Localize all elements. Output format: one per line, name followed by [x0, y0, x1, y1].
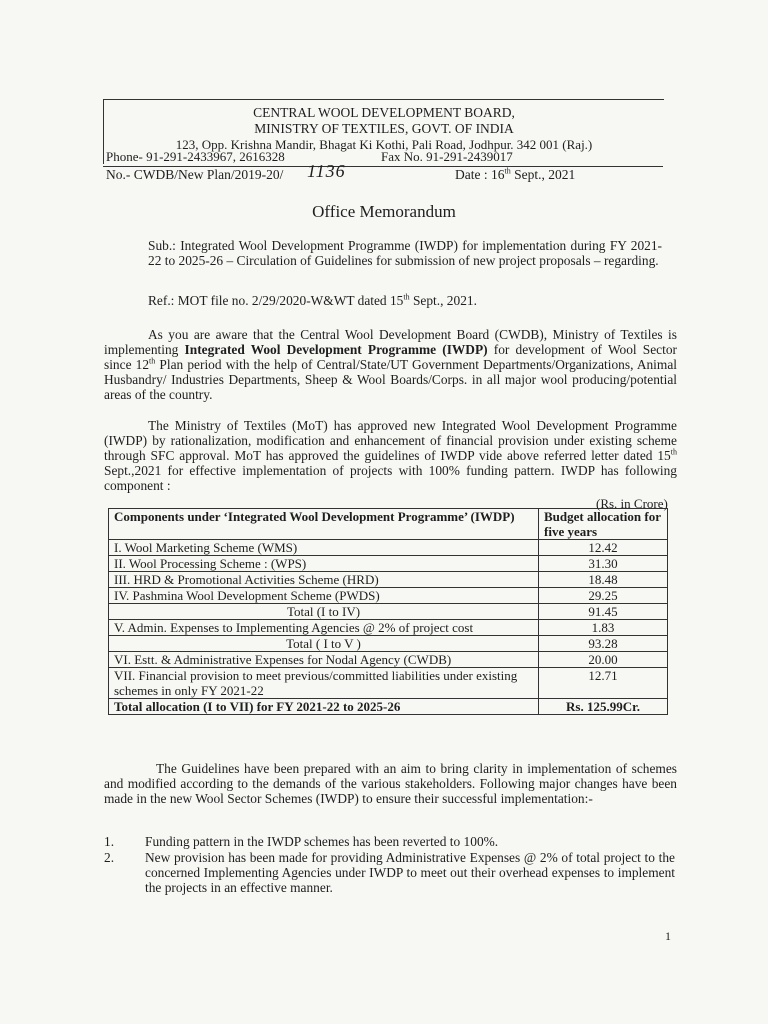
memo-date: Date : 16th Sept., 2021 [455, 166, 576, 182]
paragraph-approval: The Ministry of Textiles (MoT) has approved new Integrated Wool Development Programme (IWDP) by rationalization, modification and enhancement of financial provision under existing scheme through SFC approval. MoT has approved the guidelines of IWDP vide above referred letter dated 15th Sept.,2021 for effective implementation of projects with 100% funding pattern. IWDP has following component : [104, 418, 677, 493]
header-budget: Budget allocation for five years [539, 509, 668, 540]
table-unit: (Rs. in Crore) [596, 496, 668, 511]
letterhead-ministry: MINISTRY OF TEXTILES, GOVT. OF INDIA [254, 121, 514, 136]
table-row: III. HRD & Promotional Activities Scheme (HRD) 18.48 [109, 572, 668, 588]
page-title: Office Memorandum [312, 202, 456, 221]
header-component: Components under ‘Integrated Wool Development Programme’ (IWDP) [109, 509, 539, 540]
letterhead-address: 123, Opp. Krishna Mandir, Bhagat Ki Kothi, Pali Road, Jodhpur. 342 001 (Raj.) [175, 137, 593, 152]
table-row-subtotal: Total ( I to V ) 93.28 [109, 636, 668, 652]
page-number: 1 [665, 929, 671, 943]
letterhead-fax: Fax No. 91-291-2439017 [381, 149, 513, 164]
table-header-row [109, 509, 668, 540]
paragraph-intro: As you are aware that the Central Wool Development Board (CWDB), Ministry of Textiles is implementing Integrated Wool Development Programme (IWDP) for development of Wool Sector since 12th Plan period with the help of Central/State/UT Government Departments/Organizations, Animal Husbandry/ Industries Departments, Sheep & Wool Boards/Corps. in all major wool producing/potential areas of the country. [104, 327, 677, 402]
list-number: 1. [104, 834, 115, 849]
letterhead-phone: Phone- 91-291-2433967, 2616328 [106, 149, 285, 164]
budget-table [108, 508, 668, 715]
subject: Sub.: Integrated Wool Development Programme (IWDP) for implementation during FY 2021-22 to 2025-26 – Circulation of Guidelines for submission of new project proposals – regarding. [148, 238, 662, 268]
handwritten-memo-number: 1136 [307, 161, 346, 181]
table-row: IV. Pashmina Wool Development Scheme (PWDS) 29.25 [109, 588, 668, 604]
table-row: VI. Estt. & Administrative Expenses for Nodal Agency (CWDB) 20.00 [109, 652, 668, 668]
list-number: 2. [104, 850, 115, 865]
letterhead-org-name: CENTRAL WOOL DEVELOPMENT BOARD, [253, 105, 515, 120]
table-row: VII. Financial provision to meet previous/committed liabilities under existing schemes in only FY 2021-22 12.71 [109, 668, 668, 699]
table-row-grand-total: Total allocation (I to VII) for FY 2021-22 to 2025-26 Rs. 125.99Cr. [109, 699, 668, 715]
memo-number: No.- CWDB/New Plan/2019-20/ [106, 167, 284, 182]
list-item: New provision has been made for providing Administrative Expenses @ 2% of total project to the concerned Implementing Agencies under IWDP to meet out their overhead expenses to implement the projects in an effective manner. [145, 850, 675, 895]
table-row: V. Admin. Expenses to Implementing Agencies @ 2% of project cost 1.83 [109, 620, 668, 636]
paragraph-guidelines: The Guidelines have been prepared with an aim to bring clarity in implementation of schemes and modified according to the demands of the various stakeholders. Following major changes have been made in the new Wool Sector Schemes (IWDP) to ensure their successful implementation:- [104, 761, 677, 806]
list-item: Funding pattern in the IWDP schemes has been reverted to 100%. [145, 834, 499, 849]
reference: Ref.: MOT file no. 2/29/2020-W&WT dated 15th Sept., 2021. [148, 292, 477, 308]
table-row: II. Wool Processing Scheme : (WPS) 31.30 [109, 556, 668, 572]
table-row: I. Wool Marketing Scheme (WMS) 12.42 [109, 540, 668, 556]
table-row-subtotal: Total (I to IV) 91.45 [109, 604, 668, 620]
